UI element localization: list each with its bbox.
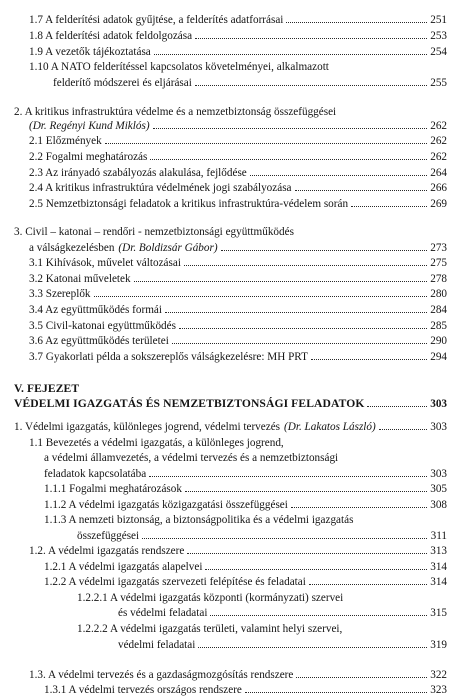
entry-title: 2.5 Nemzetbiztonsági feladatok a kritikus infrastruktúra-védelem során [29,197,349,210]
page-number: 319 [430,639,447,651]
page-number: 275 [430,257,447,269]
dot-leader [105,142,427,144]
dot-leader [351,205,427,207]
page-number: 290 [430,334,447,347]
dot-leader [185,490,427,492]
entry-title: 3.2 Katonai műveletek [29,273,131,285]
dot-leader [142,537,427,539]
entry-title: 3.6 Az együttműködés területei [29,334,169,347]
author-name: (Dr. Regényi Kund Miklós) [29,120,150,132]
page-number: 262 [430,135,447,148]
page-number: 314 [430,561,447,574]
entry-title-line1: 1.10 A NATO felderítéssel kapcsolatos követelményei, alkalmazott [29,60,329,73]
page-number: 278 [430,273,447,285]
page-number: 253 [430,30,447,42]
author-name: (Dr. Boldizsár Gábor) [118,242,218,254]
page-number: 262 [430,151,447,163]
page-number: 255 [430,76,447,89]
dot-leader [165,311,427,313]
dot-leader [134,280,427,282]
entry-title: 2.1 Előzmények [29,135,102,148]
entry-title: 1.3.1 A védelmi tervezés országos rendszere [44,684,242,696]
entry-title: 1.2.2 A védelmi igazgatás szervezeti felépítése és feladatai [44,576,306,589]
page-number: 285 [430,319,447,332]
dot-leader [296,676,427,678]
dot-leader [153,127,427,129]
dot-leader [291,506,427,508]
entry-title: 1.8 A felderítési adatok feldolgozása [29,30,193,42]
dot-leader [184,264,427,266]
dot-leader [149,475,427,477]
page-number: 294 [430,350,447,363]
entry-title: a válságkezelésben [29,242,115,254]
dot-leader [295,189,427,191]
dot-leader [205,568,427,570]
entry-title: felderítő módszerei és eljárásai [53,76,192,89]
entry-title: 1.2. A védelmi igazgatás rendszere [29,545,185,558]
entry-title-line1: 1.2.2.2 A védelmi igazgatás területi, valamint helyi szervei, [77,623,343,635]
dot-leader [221,249,427,251]
page-number: 273 [430,242,447,254]
entry-title: 2.3 Az irányadó szabályozás alakulása, fejlődése [29,167,247,179]
entry-title-line1: 1.1.3 A nemzeti biztonság, a biztonságpolitika és a védelmi igazgatás [44,514,354,527]
entry-title: 1.9 A vezetők tájékoztatása [29,45,151,58]
entry-title: 1.1.1 Fogalmi meghatározások [44,483,182,496]
dot-leader [210,614,427,616]
entry-title: 1.7 A felderítési adatok gyűjtése, a felderítés adatforrásai [29,14,284,26]
page-number: 308 [430,499,447,512]
page-number: 280 [430,288,447,300]
entry-title-line1: 1.2.2.1 A védelmi igazgatás központi (kormányzati) szervei [77,592,344,604]
entry-title: 3.5 Civil-katonai együttműködés [29,319,176,332]
page-number: 262 [430,120,447,132]
entry-title-line1: 1.1 Bevezetés a védelmi igazgatás, a különleges jogrend, [29,437,284,450]
entry-title: 1.1.2 A védelmi igazgatás közigazgatási összefüggései [44,499,288,512]
page-number: 323 [430,684,447,696]
chapter-number: V. FEJEZET [14,381,80,395]
entry-title: 2.2 Fogalmi meghatározás [29,151,148,163]
dot-leader [245,691,427,693]
page-number: 266 [430,182,447,194]
page-number: 264 [430,167,447,179]
entry-title: 3.7 Gyakorlati példa a sokszereplős válságkezelésre: MH PRT [29,350,308,363]
dot-leader [309,583,427,585]
entry-title: 1.2.1 A védelmi igazgatás alapelvei [44,561,203,574]
entry-title: 1. Védelmi igazgatás, különleges jogrend, védelmi tervezés [14,421,281,434]
dot-leader [311,358,427,360]
dot-leader [250,174,427,176]
entry-title-line2: a védelmi államvezetés, a védelmi tervezés és a nemzetbiztonsági [44,452,339,465]
entry-title: 1.3. A védelmi tervezés és a gazdaságmozgósítás rendszere [29,669,294,681]
entry-title: 2.4 A kritikus infrastruktúra védelmének jogi szabályozása [29,182,292,194]
dot-leader [286,21,427,23]
page-number: 322 [430,669,447,681]
entry-title: feladatok kapcsolatába [44,468,147,481]
author-name: (Dr. Lakatos László) [284,421,376,434]
page-number: 303 [430,421,447,434]
page-number: 314 [430,576,447,589]
dot-leader [154,53,427,55]
page-number: 303 [430,468,447,481]
page-number: 269 [430,197,447,210]
page-number: 313 [430,545,447,558]
entry-title: 3.3 Szereplők [29,288,91,300]
page-number: 254 [430,45,447,58]
entry-title-line1: 3. Civil – katonai – rendőri - nemzetbiztonsági együttműködés [14,226,294,239]
page-number: 311 [430,530,447,543]
dot-leader [179,327,427,329]
page-number: 305 [430,483,447,496]
dot-leader [379,428,427,430]
page-number: 315 [430,607,447,620]
entry-title: összefüggései [77,530,140,543]
page-number: 303 [430,397,447,410]
page-number: 251 [430,14,447,26]
dot-leader [195,37,427,39]
entry-title: 3.1 Kihívások, művelet változásai [29,257,181,269]
entry-title: és védelmi feladatai [118,607,208,620]
dot-leader [187,552,427,554]
chapter-title: VÉDELMI IGAZGATÁS ÉS NEMZETBIZTONSÁGI FELADATOK [14,396,365,410]
dot-leader [172,342,427,344]
entry-title: 3.4 Az együttműködés formái [29,304,162,316]
page-number: 284 [430,304,447,316]
dot-leader [150,158,427,160]
dot-leader [94,295,427,297]
dot-leader [367,405,427,407]
dot-leader [195,84,427,86]
entry-title: védelmi feladatai [118,639,196,651]
dot-leader [198,646,427,648]
entry-title-line1: 2. A kritikus infrastruktúra védelme és a nemzetbiztonság összefüggései [14,106,337,118]
